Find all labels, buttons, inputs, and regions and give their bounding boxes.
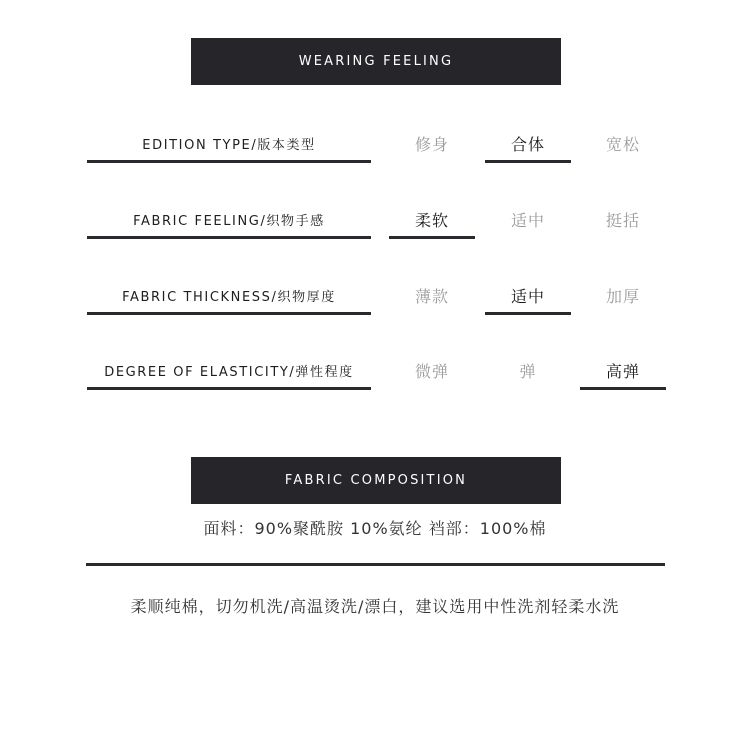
fabric-thickness-option-medium: 适中 — [485, 278, 571, 315]
fabric-feeling-option-medium: 适中 — [510, 210, 545, 230]
fabric-feeling-option-soft: 柔软 — [389, 202, 475, 239]
section-divider — [86, 563, 665, 566]
fabric-feeling-row — [0, 202, 750, 252]
fabric-thickness-label: FABRIC THICKNESS/织物厚度 — [87, 278, 371, 315]
composition-text: 面料：90%聚酰胺 10%氨纶 裆部：100%棉 — [203, 519, 547, 538]
elasticity-option-slight: 微弹 — [414, 361, 449, 381]
edition-type-option-loose: 宽松 — [605, 134, 640, 154]
edition-type-label: EDITION TYPE/版本类型 — [87, 126, 371, 163]
fabric-composition-banner — [191, 457, 561, 504]
elasticity-row — [0, 353, 750, 403]
wearing-feeling-title: WEARING FEELING — [298, 54, 454, 69]
edition-type-option-slim: 修身 — [414, 134, 449, 154]
elasticity-option-elastic: 弹 — [519, 361, 537, 381]
fabric-composition-title: FABRIC COMPOSITION — [284, 473, 468, 488]
wearing-feeling-banner — [191, 38, 561, 85]
fabric-thickness-option-thin: 薄款 — [414, 286, 449, 306]
care-instructions: 柔顺纯棉，切勿机洗/高温烫洗/漂白，建议选用中性洗剂轻柔水洗 — [130, 597, 620, 616]
edition-type-option-regular: 合体 — [485, 126, 571, 163]
fabric-thickness-option-thick: 加厚 — [605, 286, 640, 306]
edition-type-row — [0, 126, 750, 176]
elasticity-option-high: 高弹 — [580, 353, 666, 390]
elasticity-label: DEGREE OF ELASTICITY/弹性程度 — [87, 353, 371, 390]
fabric-thickness-row — [0, 278, 750, 328]
fabric-feeling-label: FABRIC FEELING/织物手感 — [87, 202, 371, 239]
fabric-feeling-option-stiff: 挺括 — [605, 210, 640, 230]
